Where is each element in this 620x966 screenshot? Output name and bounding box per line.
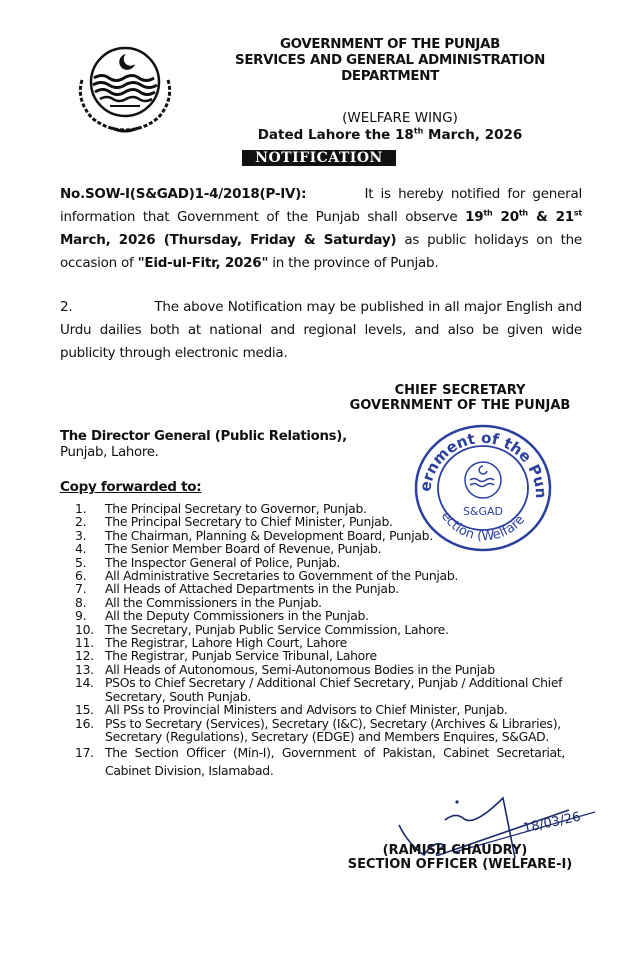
copy-list-item [75, 676, 565, 703]
copy-forwarded-list [75, 502, 565, 780]
copy-item-number: 4. [75, 541, 87, 557]
copy-list-item [75, 582, 565, 595]
copy-forwarded-heading: Copy forwarded to: [60, 479, 202, 495]
copy-item-number: 3. [75, 527, 87, 543]
copy-item-number: 12. [75, 648, 94, 664]
header-department: SERVICES AND GENERAL ADMINISTRATION [234, 53, 546, 68]
copy-item-number: 11. [75, 635, 94, 651]
copy-item-number: 15. [75, 702, 94, 718]
copy-item-text: All Heads of Autonomous, Semi-Autonomous Bodies in the Punjab [105, 661, 495, 677]
copy-item-number: 16. [75, 715, 94, 731]
copy-list-item [75, 542, 565, 555]
copy-item-number: 8. [75, 594, 87, 610]
copy-item-number: 9. [75, 608, 87, 624]
copy-list-item [75, 502, 565, 515]
copy-list-item [75, 636, 565, 649]
copy-list-item [75, 596, 565, 609]
notification-label: NOTIFICATION [242, 150, 396, 166]
copy-list-item [75, 663, 565, 676]
copy-item-number: 14. [75, 675, 94, 691]
copy-item-text: The Registrar, Punjab Service Tribunal, Lahore [105, 648, 377, 664]
chief-secretary-govt: GOVERNMENT OF THE PUNJAB [349, 398, 571, 413]
stamp-ring-text: ernment of the Pun [416, 428, 551, 499]
notification-paragraph: No.SOW-I(S&GAD)1-4/2018(P-IV): It is hereby notified for general information that Government of the Punjab shall observe 19th 20th & 21st March, 2026 (Thursday, Friday & Saturday) as public holidays on the occasion of "Eid-ul-Fitr, 2026" in the province of Punjab. [60, 186, 582, 271]
copy-item-number: 2. [75, 514, 87, 530]
header-govt: GOVERNMENT OF THE PUNJAB [279, 37, 501, 52]
addressee-title: The Director General (Public Relations), [60, 429, 347, 444]
copy-item-text: All the Deputy Commissioners in the Punjab. [105, 608, 369, 624]
copy-item-text: The Chairman, Planning & Development Board, Punjab. [105, 527, 433, 543]
copy-list-item [75, 515, 565, 528]
publication-paragraph: 2. The above Notification may be published in all major English and Urdu dailies both at national and regional levels, and also be given wide publicity through electronic media. [60, 299, 582, 361]
copy-item-number: 7. [75, 581, 87, 597]
copy-list-item [75, 744, 565, 780]
copy-list-item [75, 529, 565, 542]
copy-item-text: All Administrative Secretaries to Government of the Punjab. [105, 568, 459, 584]
stamp-inner-text: S&GAD [462, 505, 504, 518]
reference-number: No.SOW-I(S&GAD)1-4/2018(P-IV): [60, 186, 307, 202]
copy-item-number: 5. [75, 554, 87, 570]
copy-item-text: PSs to Secretary (Services), Secretary (I&C), Secretary (Archives & Libraries), Secretary (Regulations), Secretary (EDGE) and Members Enquires, S&GAD. [105, 715, 561, 744]
addressee-location: Punjab, Lahore. [60, 445, 159, 460]
copy-item-text: The Principal Secretary to Chief Minister, Punjab. [105, 514, 393, 530]
signature-date: 18/03/26 [521, 809, 583, 837]
header-department-2: DEPARTMENT [341, 69, 439, 84]
copy-list-item [75, 623, 565, 636]
copy-item-text: PSOs to Chief Secretary / Additional Chief Secretary, Punjab / Additional Chief Secretary, South Punjab. [105, 675, 563, 704]
chief-secretary-title: CHIEF SECRETARY [394, 383, 526, 398]
copy-list-item [75, 717, 565, 744]
officer-title: SECTION OFFICER (WELFARE-I) [347, 857, 573, 872]
copy-item-number: 13. [75, 661, 94, 677]
copy-item-number: 1. [75, 501, 87, 516]
copy-list-item [75, 569, 565, 582]
copy-list-item [75, 703, 565, 716]
copy-item-text: All PSs to Provincial Ministers and Advisors to Chief Minister, Punjab. [105, 702, 508, 718]
copy-list-item [75, 556, 565, 569]
stamp-section-text: ection (Welfare [437, 509, 528, 545]
welfare-wing: (WELFARE WING) [342, 110, 458, 126]
copy-item-number: 10. [75, 621, 94, 637]
officer-name: (RAMISH CHAUDRY) [382, 843, 528, 858]
copy-item-text: All the Commissioners in the Punjab. [105, 594, 322, 610]
date-line: Dated Lahore the 18th March, 2026 [257, 126, 523, 143]
copy-item-text: The Registrar, Lahore High Court, Lahore [105, 635, 347, 651]
punjab-government-logo [70, 40, 180, 140]
copy-item-text: The Senior Member Board of Revenue, Punjab. [105, 541, 382, 557]
copy-item-number: 17. [75, 745, 94, 761]
copy-item-text: The Section Officer (Min-I), Government of Pakistan, Cabinet Secretariat, Cabinet Division, Islamabad. [105, 745, 565, 779]
copy-list-item [75, 649, 565, 662]
copy-list-item [75, 609, 565, 622]
copy-item-number: 6. [75, 568, 87, 584]
copy-item-text: The Secretary, Punjab Public Service Commission, Lahore. [105, 621, 449, 637]
copy-item-text: The Principal Secretary to Governor, Punjab. [105, 501, 367, 516]
copy-item-text: The Inspector General of Police, Punjab. [105, 554, 340, 570]
copy-item-text: All Heads of Attached Departments in the Punjab. [105, 581, 399, 597]
